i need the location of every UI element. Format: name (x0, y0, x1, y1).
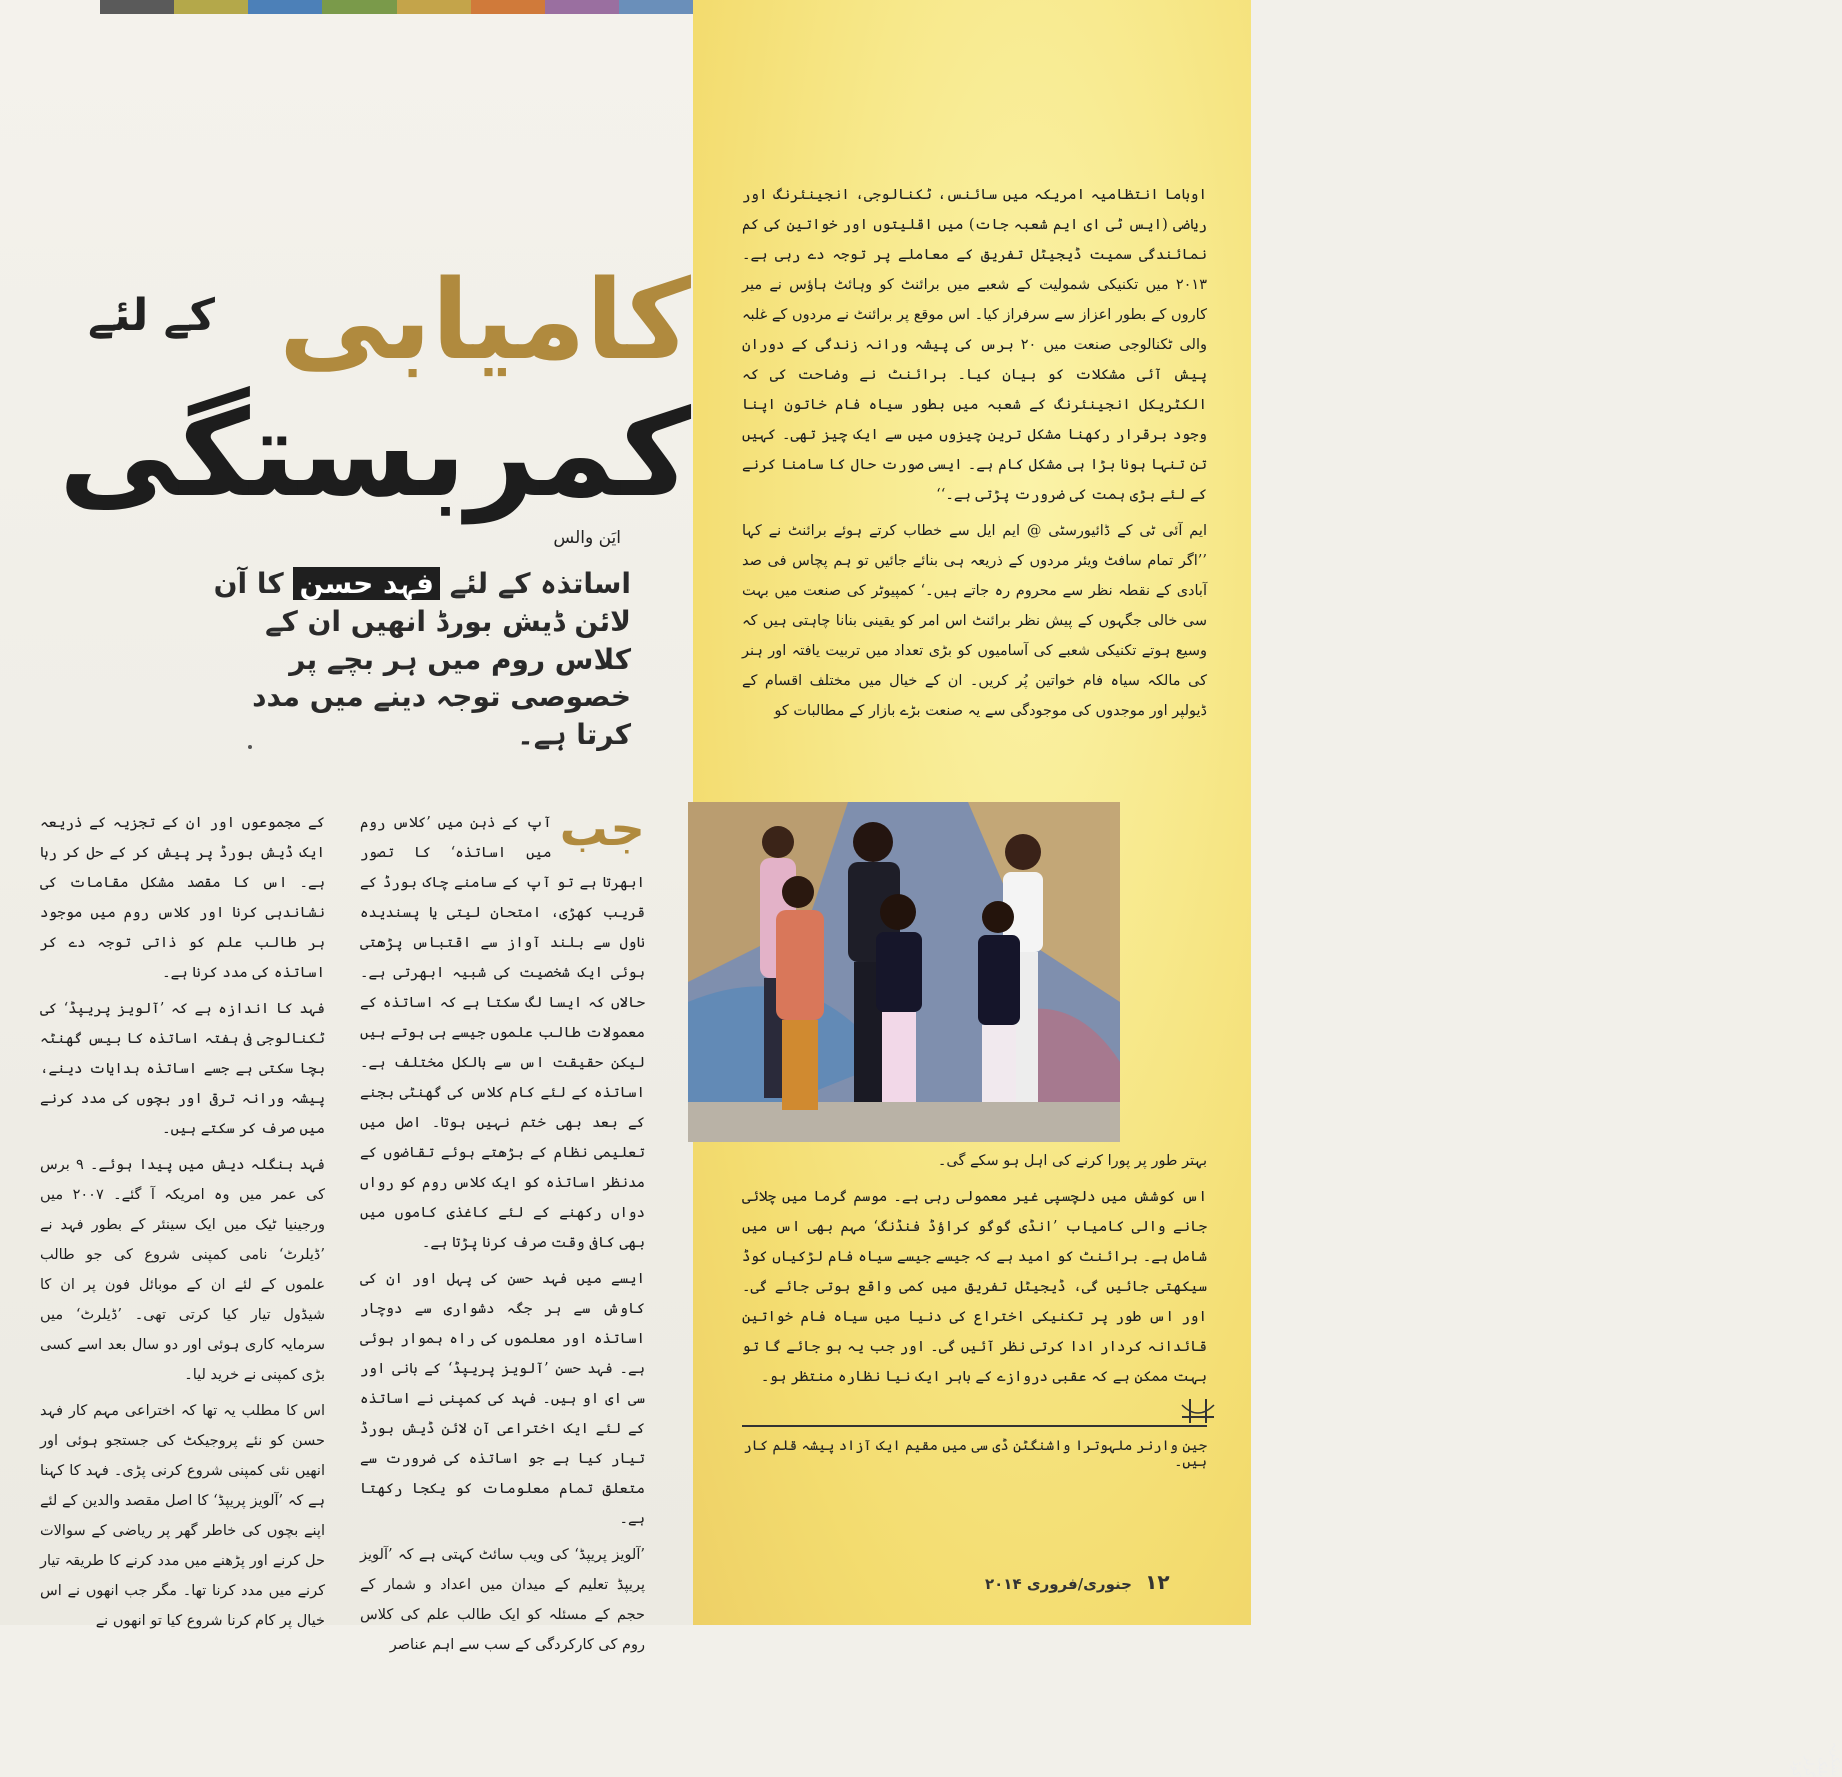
section-divider (742, 1425, 1207, 1427)
photo-credit: بشکریہ بلیک گرلز کوڈ (1790, 1742, 1842, 1777)
masthead-color-stripe (100, 0, 693, 14)
bridge-icon (1180, 1395, 1216, 1425)
decorative-dot (248, 745, 252, 749)
paragraph: آپ کے ذہن میں ’کلاس روم میں اساتذہ‘ کا تصور ابھرتا ہے تو آپ کے سامنے چاک بورڈ کے قریب کھڑی، امتحان لیتی یا پسندیدہ ناول سے بلند آواز سے اقتباس پڑھتی ہوئی ایک شخصیت کی شبیہ ابھرتی ہے۔ حالاں کہ ایسا لگ سکتا ہے کہ اساتذہ کے معمولات طالب علموں جیسے ہی ہوتے ہیں لیکن حقیقت اس سے بالکل مختلف ہے۔ اساتذہ کے لئے کام کلاس کی گھنٹی بجنے کے بعد بھی ختم نہیں ہوتا۔ اصل میں تعلیمی نظام کے بڑھتے ہوئے تقاضوں کے مدنظر اساتذہ کو ایک کلاس روم کو رواں دواں رکھنے کے لئے کاغذی کاموں میں بھی کافی وقت صرف کرنا پڑتا ہے۔ (360, 815, 645, 1251)
article-column-bottom (742, 1146, 1207, 1398)
paragraph: ’آلویز پریپڈ‘ کی ویب سائٹ کہتی ہے کہ ’آلویز پریپڈ تعلیم کے میدان میں اعداد و شمار کے حجم کے مسئلہ کو ایک طالب علم کی کلاس روم کی کارکردگی کے سب سے اہم عناصر (360, 1547, 645, 1653)
stripe-segment (471, 0, 545, 14)
stripe-segment (100, 0, 174, 14)
stripe-segment (545, 0, 619, 14)
article-column-left (40, 808, 325, 1642)
byline: ایَن والس (553, 528, 621, 548)
article-column-middle (360, 801, 645, 1666)
author-note: جین وارنر ملہوترا واشنگٹن ڈی سی میں مقیم ایک آزاد پیشہ قلم کار ہیں۔ (743, 1438, 1207, 1470)
deck-summary (201, 565, 631, 754)
paragraph: فہد بنگلہ دیش میں پیدا ہوئے۔ ۹ برس کی عمر میں وہ امریکہ آ گئے۔ ۲۰۰۷ میں ورجینیا ٹیک میں ایک سینئر کے بطور فہد نے ’ڈیلرٹ‘ نامی کمپنی شروع کی جو طالب علموں کے لئے ان کے موبائل فون پر ان کا شیڈول تیار کیا کرتی تھی۔ ’ڈیلرٹ‘ میں سرمایہ کاری ہوئی اور دو سال بعد اسے کسی بڑی کمپنی نے خرید لیا۔ (40, 1157, 325, 1383)
headline-line-2: کمربستگی (58, 385, 691, 524)
page-number: ۱۲ (1145, 1570, 1170, 1594)
paragraph: اوباما انتظامیہ امریکہ میں سائنس، ٹکنالوجی، انجینئرنگ اور ریاضی (ایس ٹی ای ایم شعبہ جات) میں اقلیتوں اور خواتین کی کم نمائندگی سمیت ڈیجیٹل تفریق کے معاملے پر توجہ دے رہی ہے۔ ۲۰۱۳ میں تکنیکی شمولیت کے شعبے میں برائنٹ کو وہائٹ ہاؤس نے میر کاروں کے بطور اعزاز سے سرفراز کیا۔ اس موقع پر برائنٹ نے مردوں کے غلبہ والی ٹکنالوجی صنعت میں ۲۰ برس کی پیشہ ورانہ زندگی کے دوران پیش آئی مشکلات کو بیان کیا۔ برائنٹ نے وضاحت کی کہ الکٹریکل انجینئرنگ کے شعبہ میں بطور سیاہ فام خاتون اپنا وجود برقرار رکھنا مشکل ترین چیزوں میں سے ایک چیز تھی۔ کہیں تن تنہا ہونا بڑا ہی مشکل کام ہے۔ ایسی صورت حال کا سامنا کرنے کے لئے بڑی ہمت کی ضرورت پڑتی ہے۔‘‘ (742, 187, 1207, 503)
paragraph: ایم آئی ٹی کے ڈائیورسٹی @ ایم ایل سے خطاب کرتے ہوئے برائنٹ نے کہا ’’اگر تمام سافٹ ویئر مردوں کے ذریعہ ہی بنائے جائیں تو ہم پچاس فی صد آبادی کے نقطہ نظر سے محروم رہ جاتے ہیں۔‘ کمپیوٹر کی صنعت میں بہت سی خالی جگہوں کے پیش نظر برائنٹ اس امر کو یقینی بنانا چاہتی ہیں کہ وسیع ہوتے تکنیکی شعبے کی آسامیوں کو بڑی تعداد میں تربیت یافتہ اور ہنر کی مالکہ سیاہ فام خواتین پُر کریں۔ ان کے خیال میں مختلف اقسام کے ڈیولپر اور موجدوں کی موجودگی سے یہ صنعت بڑے بازار کے مطالبات کو (742, 523, 1207, 719)
photo-illustration (688, 802, 1120, 1142)
paragraph: بہتر طور پر پورا کرنے کی اہل ہو سکے گی۔ (937, 1153, 1207, 1169)
drop-cap: جب (559, 801, 645, 857)
deck-highlighted-name: فہد حسن (293, 567, 440, 600)
paragraph: فہد کا اندازہ ہے کہ ’آلویز پریپڈ‘ کی ٹکنالوجی فی ہفتہ اساتذہ کا بیس گھنٹہ بچا سکتی ہے جسے اساتذہ ہدایات دینے، پیشہ ورانہ ترقی اور بچوں کی مدد کرنے میں صرف کر سکتے ہیں۔ (40, 1001, 325, 1137)
stripe-segment (397, 0, 471, 14)
issue-date: جنوری/فروری ۲۰۱۴ (985, 1575, 1132, 1593)
page-footer (985, 1570, 1170, 1594)
headline-connector: کے لئے (88, 290, 215, 341)
stripe-segment (322, 0, 396, 14)
deck-text-before: اساتذہ کے لئے (449, 567, 631, 600)
paragraph: کے مجموعوں اور ان کے تجزیہ کے ذریعہ ایک ڈیش بورڈ پر پیش کر کے حل کر رہا ہے۔ اس کا مقصد مشکل مقامات کی نشاندہی کرنا اور کلاس روم میں موجود ہر طالب علم کو ذاتی توجہ دے کر اساتذہ کی مدد کرنا ہے۔ (40, 815, 325, 981)
deck-text-after: کا آن لائن ڈیش بورڈ انھیں ان کے کلاس روم میں ہر بچے پر خصوصی توجہ دینے میں مدد کرتا ہے۔ (213, 567, 631, 752)
paragraph: اس کا مطلب یہ تھا کہ اختراعی مہم کار فہد حسن کو نئے پروجیکٹ کی جستجو ہوئی اور انھیں نئی کمپنی شروع کرنی پڑی۔ فہد کا کہنا ہے کہ ’آلویز پریپڈ‘ کا اصل مقصد والدین کے لئے اپنے بچوں کی خاطر گھر پر ریاضی کے سوالات حل کرنے اور پڑھنے میں مدد کرنے کا طریقہ تیار کرنے میں مدد کرنا تھا۔ مگر جب انھوں نے اس خیال پر کام کرنا شروع کیا تو انھوں نے (40, 1403, 325, 1629)
stripe-segment (174, 0, 248, 14)
article-column-right (742, 180, 1207, 732)
paragraph: اس کوشش میں دلچسپی غیر معمولی رہی ہے۔ موسم گرما میں چلائی جانے والی کامیاب ’انڈی گوگو کراؤڈ فنڈنگ‘ مہم بھی اس میں شامل ہے۔ برائنٹ کو امید ہے کہ جیسے جیسے سیاہ فام لڑکیاں کوڈ سیکھتی جائیں گی، ڈیجیٹل تفریق میں کمی واقع ہوتی جائے گی۔ اور اس طور پر تکنیکی اختراع کی دنیا میں سیاہ فام خواتین قائدانہ کردار ادا کرتی نظر آئیں گی۔ اور جب یہ ہو جائے گا تو بہت ممکن ہے کہ عقبی دروازے کے باہر ایک نیا نظارہ منتظر ہو۔ (742, 1189, 1207, 1385)
headline-line-1: کامیابی (278, 256, 691, 384)
stripe-segment (619, 0, 693, 14)
stripe-segment (248, 0, 322, 14)
paragraph: ایسے میں فہد حسن کی پہل اور ان کی کاوش سے ہر جگہ دشواری سے دوچار اساتذہ اور معلموں کی راہ ہموار ہوئی ہے۔ فہد حسن ’آلویز پریپڈ‘ کے بانی اور سی ای او ہیں۔ فہد کی کمپنی نے اساتذہ کے لئے ایک اختراعی آن لائن ڈیش بورڈ تیار کیا ہے جو اساتذہ کی ضرورت سے متعلق تمام معلومات کو یکجا رکھتا ہے۔ (360, 1271, 645, 1527)
